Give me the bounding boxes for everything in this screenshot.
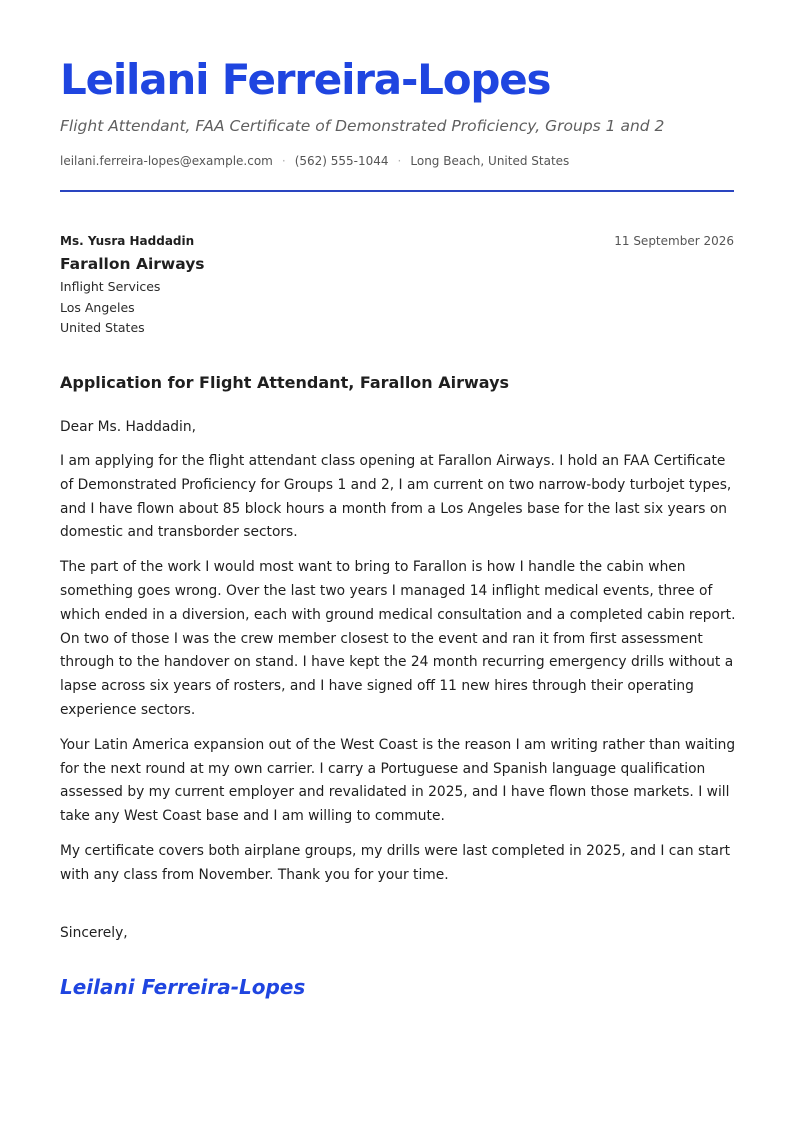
- letter-date: 11 September 2026: [614, 234, 734, 248]
- recipient-name: Ms. Yusra Haddadin: [60, 234, 195, 248]
- applicant-name: Leilani Ferreira-Lopes: [60, 55, 551, 104]
- body-paragraph: I am applying for the flight attendant class opening at Farallon Airways. I hold an FAA Certificate of Demonstrated Proficiency for Groups 1 and 2, I am current on two narrow-body turbojet types, and I have flown about 85 block hours a month from a Los Angeles base for the last six years on domestic and transborder sectors.: [60, 453, 732, 541]
- body-paragraph: Your Latin America expansion out of the West Coast is the reason I am writing rather than waiting for the next round at my own carrier. I carry a Portuguese and Spanish language qualification assessed by my current employer and revalidated in 2025, and I have flown those markets. I will take any West Coast base and I am willing to commute.: [60, 736, 736, 825]
- letter-body: [60, 450, 736, 899]
- contact-separator: ·: [281, 154, 286, 168]
- contact-location: Long Beach, United States: [410, 154, 570, 168]
- recipient-city: Los Angeles: [60, 299, 135, 315]
- contact-line: [60, 153, 569, 170]
- body-paragraph: The part of the work I would most want to bring to Farallon is how I handle the cabin when something goes wrong. Over the last two years I managed 14 inflight medical events, three of which ended in a diversion, each with ground medical consultation and a completed cabin report. On two of those I was the crew member closest to the event and ran it from first assessment through to the handover on stand. I have kept the 24 month recurring emergency drills without a lapse across six years of rosters, and I have signed off 11 new hires through their operating experience sectors.: [60, 559, 736, 718]
- body-paragraph: My certificate covers both airplane groups, my drills were last completed in 2025, and I can start with any class from November. Thank you for your time.: [60, 842, 731, 883]
- closing: Sincerely,: [60, 925, 128, 941]
- contact-email[interactable]: leilani.ferreira-lopes@example.com: [60, 154, 273, 168]
- recipient-address: [60, 277, 160, 339]
- recipient-country: United States: [60, 320, 145, 335]
- applicant-title: Flight Attendant, FAA Certificate of Demonstrated Proficiency, Groups 1 and 2: [60, 117, 665, 135]
- recipient-company: Farallon Airways: [60, 255, 205, 273]
- letter-subject: Application for Flight Attendant, Farallon Airways: [60, 373, 510, 392]
- contact-separator: ·: [397, 154, 402, 168]
- recipient-department: Inflight Services: [60, 279, 161, 294]
- salutation: Dear Ms. Haddadin,: [60, 419, 197, 435]
- signature: Leilani Ferreira-Lopes: [60, 975, 306, 999]
- header-divider: [60, 190, 734, 192]
- contact-phone[interactable]: (562) 555-1044: [294, 154, 389, 168]
